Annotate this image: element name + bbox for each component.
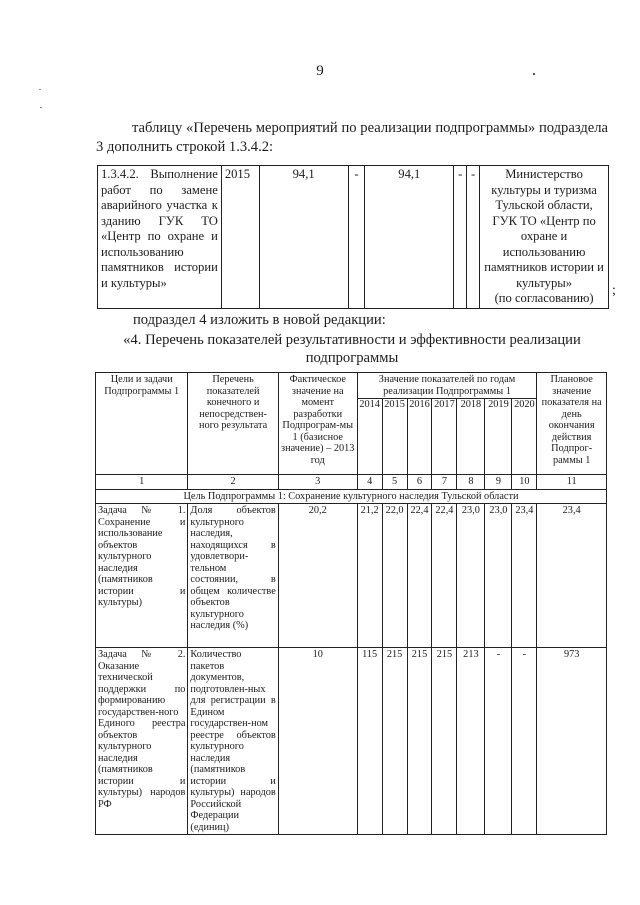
activity-year: 2015: [221, 166, 259, 309]
year-value: 213: [457, 648, 485, 835]
year-value: 215: [407, 648, 432, 835]
year-header: 2020: [512, 399, 537, 475]
scan-speck: [40, 107, 42, 108]
year-value: -: [512, 648, 537, 835]
goal-row: Цель Подпрограммы 1: Сохранение культурного наследия Тульской области: [96, 489, 607, 504]
year-value: 23,0: [457, 504, 485, 648]
column-number: 11: [537, 475, 607, 490]
table-row: [96, 648, 607, 835]
year-value: 22,0: [382, 504, 407, 648]
year-header: 2018: [457, 399, 485, 475]
year-value: -: [485, 648, 512, 835]
year-header: 2017: [432, 399, 457, 475]
header-indicators: Перечень показателей конечного и непосредствен-ного результата: [188, 373, 278, 475]
column-number: 6: [407, 475, 432, 490]
scan-speck: [533, 73, 535, 75]
section4-instruction: подраздел 4 изложить в новой редакции:: [133, 312, 386, 328]
year-value: 22,4: [407, 504, 432, 648]
executor-text: Министерство культуры и туризма Тульской области, ГУК ТО «Центр по охране и использованию памятников истории и культуры»: [484, 167, 604, 290]
year-value: 23,0: [485, 504, 512, 648]
header-planned: Плановое значение показателя на день окончания действия Подпрог-раммы 1: [537, 373, 607, 475]
executor-note: (по согласованию): [494, 291, 594, 305]
year-value: 22,4: [432, 504, 457, 648]
year-header: 2016: [407, 399, 432, 475]
activity-col5: 94,1: [365, 166, 454, 309]
year-value: 23,4: [512, 504, 537, 648]
planned-value: 23,4: [537, 504, 607, 648]
column-number: 5: [382, 475, 407, 490]
indicator-cell: Количество пакетов документов, подготовлен-ных для регистрации в Едином государствен-ном реестре объектов культурного наследия (памятников истории и культуры) народов Российской Федерации (единиц): [188, 648, 278, 835]
header-goals: Цели и задачи Подпрограммы 1: [96, 373, 188, 475]
base-value: 10: [278, 648, 357, 835]
indicator-cell: Доля объектов культурного наследия, находящихся в удовлетвори-тельном состоянии, в общем количестве объектов культурного наследия (%): [188, 504, 278, 648]
column-number: 4: [357, 475, 382, 490]
section4-heading: «4. Перечень показателей результативности и эффективности реализации подпрограммы: [123, 332, 581, 366]
year-value: 115: [357, 648, 382, 835]
header-actual: Фактическое значение на момент разработки Подпрограм-мы 1 (базисное значение) – 2013 год: [278, 373, 357, 475]
scan-speck: [39, 89, 41, 90]
activity-total: 94,1: [259, 166, 348, 309]
column-number: 9: [485, 475, 512, 490]
planned-value: 973: [537, 648, 607, 835]
task-cell: Задача № 1. Сохранение и использование объектов культурного наследия (памятников истории и культуры): [96, 504, 188, 648]
year-header: 2014: [357, 399, 382, 475]
indicators-table: [95, 372, 607, 835]
column-number: 2: [188, 475, 278, 490]
task-cell: Задача № 2. Оказание технической поддержки по формированию государствен-ного Единого реестра объектов культурного наследия (памятников истории и культуры) народов РФ: [96, 648, 188, 835]
intro-paragraph: таблицу «Перечень мероприятий по реализации подпрограммы» подраздела 3 дополнить строкой 1.3.4.2:: [96, 120, 608, 155]
activity-col6: -: [454, 166, 467, 309]
year-header: 2015: [382, 399, 407, 475]
column-number: 3: [278, 475, 357, 490]
activity-col4: -: [348, 166, 365, 309]
column-number: 1: [96, 475, 188, 490]
activity-col7: -: [467, 166, 480, 309]
year-header: 2019: [485, 399, 512, 475]
base-value: 20,2: [278, 504, 357, 648]
activities-table-row: [97, 165, 609, 309]
trailing-semicolon: ;: [612, 283, 616, 298]
page-number: 9: [316, 63, 324, 79]
year-value: 21,2: [357, 504, 382, 648]
column-number: 7: [432, 475, 457, 490]
activity-name: 1.3.4.2. Выполнение работ по замене аварийного участка к зданию ГУК ТО «Центр по охране и использованию памятников истории и культуры»: [98, 166, 222, 309]
header-values-group: Значение показателей по годам реализации Подпрограммы 1: [357, 373, 537, 399]
column-number: 8: [457, 475, 485, 490]
activity-executor: [480, 166, 609, 309]
table-row: [96, 504, 607, 648]
year-value: 215: [432, 648, 457, 835]
year-value: 215: [382, 648, 407, 835]
column-number: 10: [512, 475, 537, 490]
